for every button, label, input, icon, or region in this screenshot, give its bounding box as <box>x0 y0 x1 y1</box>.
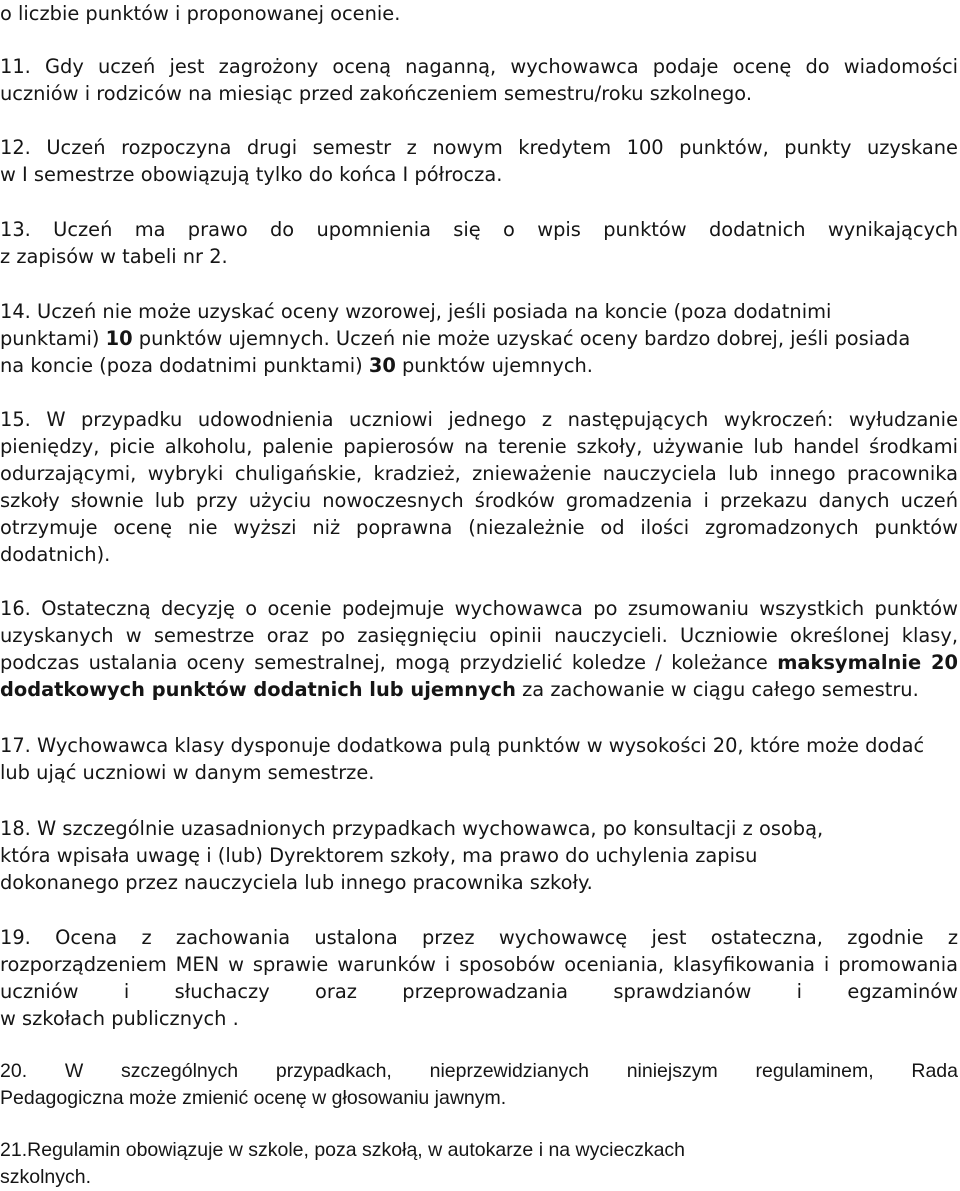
paragraph-16-line-3-text-a: podczas ustalania oceny semestralnej, mogą przydzielić koledze / koleżance <box>0 651 778 674</box>
paragraph-13 <box>0 216 958 270</box>
paragraph-12-line-2: w I semestrze obowiązują tylko do końca I półrocza. <box>0 163 503 186</box>
paragraph-13-line-1: 13. Uczeń ma prawo do upomnienia się o wpis punktów dodatnich wynikających <box>0 218 958 241</box>
paragraph-19-line-2: rozporządzeniem MEN w sprawie warunków i sposobów oceniania, klasyfikowania i promowania <box>0 953 958 976</box>
paragraph-21 <box>0 1137 820 1191</box>
paragraph-12-line-1: 12. Uczeń rozpoczyna drugi semestr z nowym kredytem 100 punktów, punkty uzyskane <box>0 136 958 159</box>
paragraph-13-line-2: z zapisów w tabeli nr 2. <box>0 245 228 268</box>
paragraph-14-line-3-text-b: punktów ujemnych. <box>395 354 593 377</box>
paragraph-15-line-3: odurzającymi, wybryki chuligańskie, kradzież, znieważenie nauczyciela lub innego pracownika <box>0 462 958 485</box>
paragraph-18-line-1: 18. W szczególnie uzasadnionych przypadkach wychowawca, po konsultacji z osobą, <box>0 817 824 840</box>
paragraph-20 <box>0 1058 958 1112</box>
paragraph-14-line-1: 14. Uczeń nie może uzyskać oceny wzorowej, jeśli posiada na koncie (poza dodatnimi <box>0 300 832 323</box>
paragraph-12 <box>0 134 958 188</box>
paragraph-18-line-3: dokonanego przez nauczyciela lub innego pracownika szkoły. <box>0 871 593 894</box>
paragraph-16-bold-points: dodatkowych punktów dodatnich lub ujemnych <box>0 678 516 701</box>
paragraph-17 <box>0 732 958 786</box>
paragraph-15-line-5: otrzymuje ocenę nie wyższi niż poprawna (niezależnie od ilości zgromadzonych punktów <box>0 516 958 539</box>
intro-paragraph <box>0 0 958 27</box>
paragraph-19-line-4: w szkołach publicznych . <box>0 1007 239 1030</box>
paragraph-15 <box>0 406 958 568</box>
paragraph-16-line-4 <box>0 676 958 703</box>
paragraph-16-line-1: 16. Ostateczną decyzję o ocenie podejmuje wychowawca po zsumowaniu wszystkich punktów <box>0 597 958 620</box>
paragraph-11-line-2: uczniów i rodziców na miesiąc przed zakończeniem semestru/roku szkolnego. <box>0 82 752 105</box>
paragraph-18 <box>0 815 958 896</box>
paragraph-17-line-2: lub ująć uczniowi w danym semestrze. <box>0 761 375 784</box>
paragraph-21-line-2: szkolnych. <box>0 1166 92 1188</box>
intro-line: o liczbie punktów i proponowanej ocenie. <box>0 2 401 25</box>
paragraph-15-line-1: 15. W przypadku udowodnienia uczniowi jednego z następujących wykroczeń: wyłudzanie <box>0 408 958 431</box>
paragraph-14-line-2-text-b: punktów ujemnych. Uczeń nie może uzyskać oceny bardzo dobrej, jeśli posiada <box>132 327 911 350</box>
paragraph-19-line-1: 19. Ocena z zachowania ustalona przez wychowawcę jest ostateczna, zgodnie z <box>0 926 958 949</box>
paragraph-11 <box>0 53 958 107</box>
paragraph-15-line-2: pieniędzy, picie alkoholu, palenie papierosów na terenie szkoły, używanie lub handel środkami <box>0 435 958 458</box>
paragraph-15-line-4: szkoły słownie lub przy użyciu nowoczesnych środków gromadzenia i przekazu danych uczeń <box>0 489 958 512</box>
paragraph-14-line-2 <box>0 325 958 352</box>
paragraph-14-line-3-text-a: na koncie (poza dodatnimi punktami) <box>0 354 369 377</box>
paragraph-14-line-2-text-a: punktami) <box>0 327 106 350</box>
paragraph-16-line-2: uzyskanych w semestrze oraz po zasięgnięciu opinii nauczycieli. Uczniowie określonej klasy, <box>0 624 958 647</box>
paragraph-14 <box>0 298 958 379</box>
paragraph-16-line-3 <box>0 649 958 676</box>
paragraph-11-line-1: 11. Gdy uczeń jest zagrożony oceną naganną, wychowawca podaje ocenę do wiadomości <box>0 55 958 78</box>
paragraph-19 <box>0 924 958 1032</box>
paragraph-14-bold-10: 10 <box>105 327 133 350</box>
paragraph-14-bold-30: 30 <box>368 354 396 377</box>
paragraph-14-line-3 <box>0 352 958 379</box>
paragraph-16-bold-max-20: maksymalnie 20 <box>777 651 959 674</box>
paragraph-20-line-2: Pedagogiczna może zmienić ocenę w głosowaniu jawnym. <box>0 1087 507 1109</box>
paragraph-20-line-1: 20. W szczególnych przypadkach, nieprzewidzianych niniejszym regulaminem, Rada <box>0 1060 958 1082</box>
paragraph-17-line-1: 17. Wychowawca klasy dysponuje dodatkowa pulą punktów w wysokości 20, które może dodać <box>0 734 925 757</box>
paragraph-16 <box>0 595 958 703</box>
paragraph-18-line-2: która wpisała uwagę i (lub) Dyrektorem szkoły, ma prawo do uchylenia zapisu <box>0 844 758 867</box>
paragraph-16-line-4-text-b: za zachowanie w ciągu całego semestru. <box>515 678 919 701</box>
paragraph-19-line-3: uczniów i słuchaczy oraz przeprowadzania sprawdzianów i egzaminów <box>0 980 958 1003</box>
paragraph-21-line-1: 21.Regulamin obowiązuje w szkole, poza szkołą, w autokarze i na wycieczkach <box>0 1139 686 1161</box>
paragraph-15-line-6: dodatnich). <box>0 543 111 566</box>
